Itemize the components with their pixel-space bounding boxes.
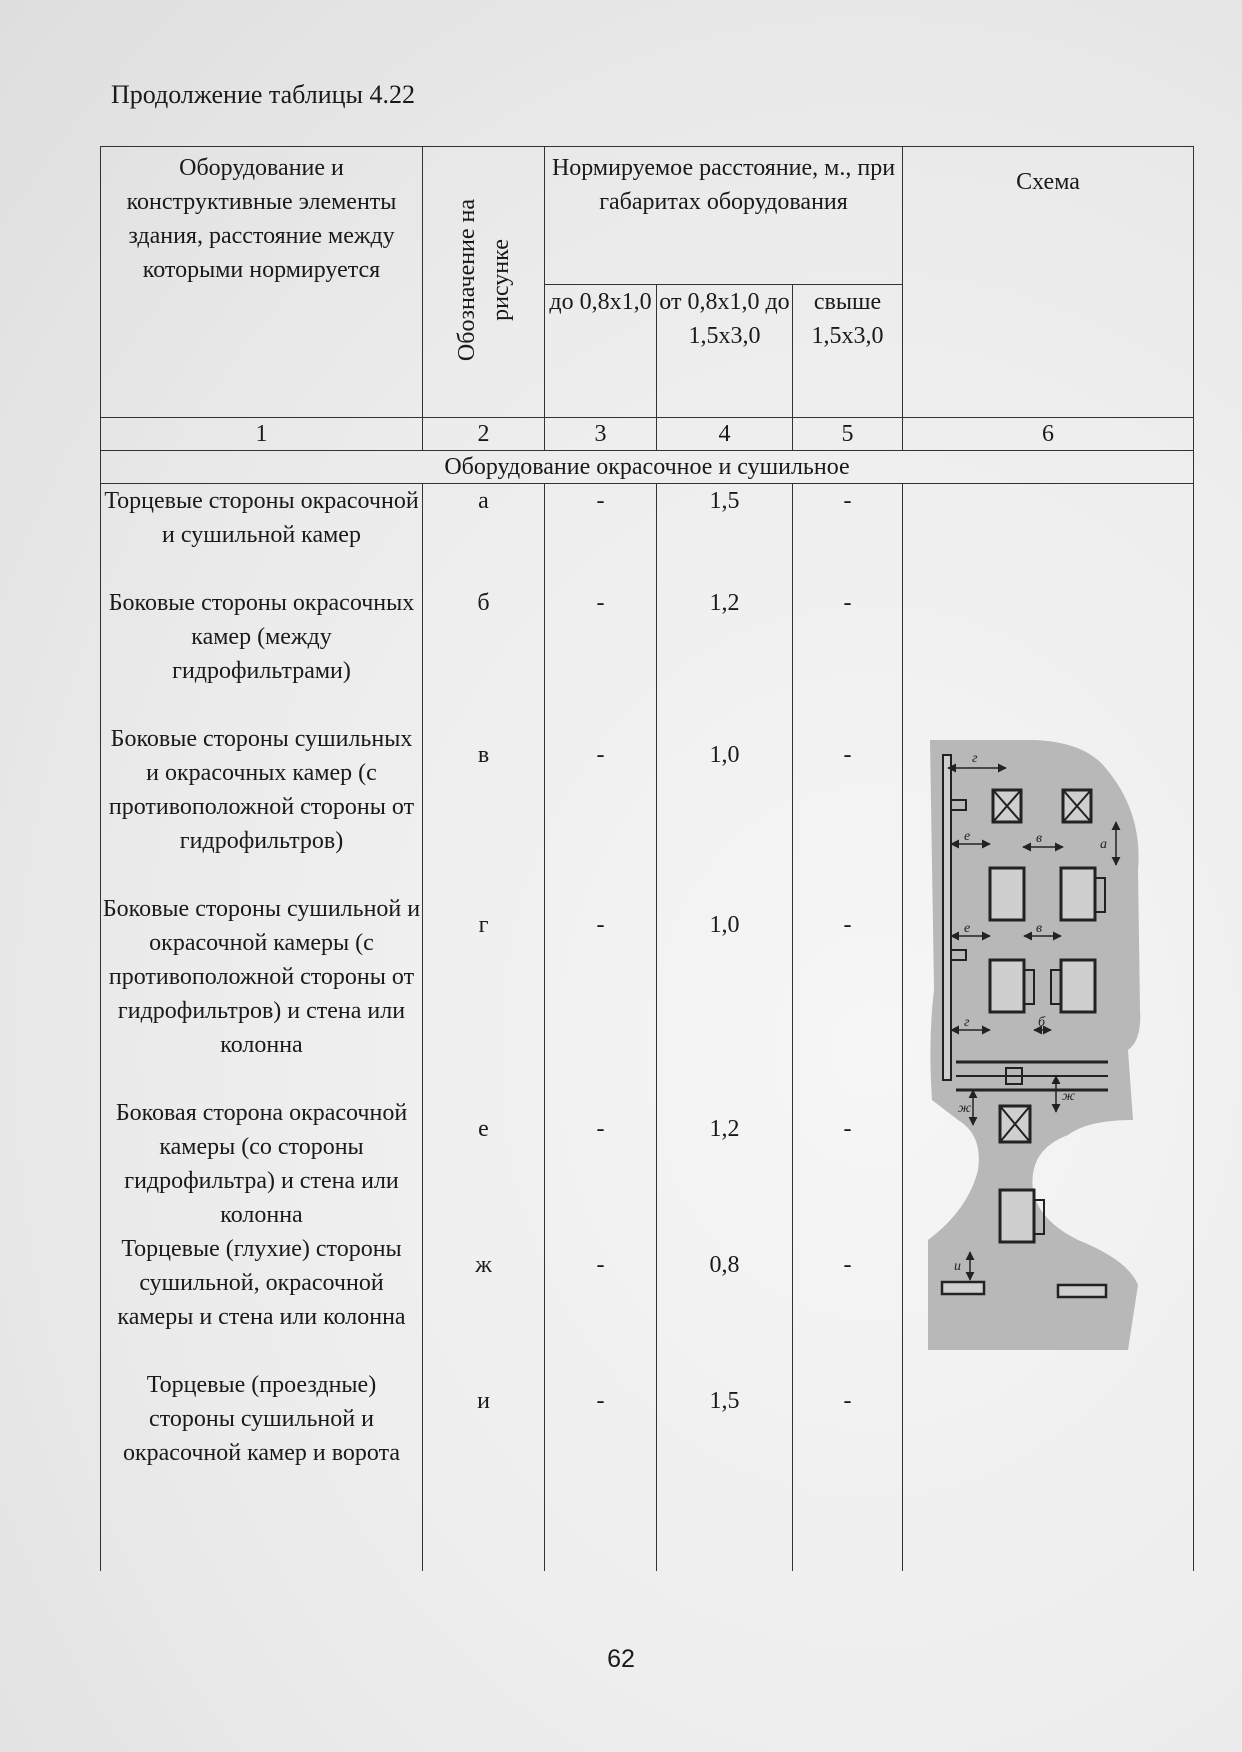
header-group: Нормируемое расстояние, м., при габаритах оборудования — [545, 147, 903, 285]
row-text: Боковые стороны окрасочных камер (между гидрофильтрами) — [108, 590, 415, 684]
row-value-c4: 1,0 — [709, 742, 740, 768]
header-col4: от 0,8х1,0 до 1,5х3,0 — [657, 284, 793, 417]
row-mark: е — [478, 1116, 489, 1142]
scheme-label-v: в — [1036, 831, 1043, 846]
scheme-label-g: г — [972, 751, 978, 766]
header-col2-text — [450, 199, 518, 361]
header-col6: Схема — [903, 147, 1194, 418]
page-number: 62 — [607, 1645, 635, 1673]
header-col1: Оборудование и конструктивные элементы здания, расстояние между которыми нормируется — [101, 147, 423, 418]
row-value-c3: - — [596, 1116, 605, 1142]
row-text: Торцевые (глухие) стороны сушильной, окрасочной камеры и стена или колонна — [117, 1236, 406, 1330]
chamber — [1061, 868, 1095, 920]
scheme-label-v: в — [1036, 921, 1043, 936]
row-mark: ж — [475, 1252, 492, 1278]
chamber — [990, 868, 1024, 920]
scheme-label-e: е — [964, 921, 971, 936]
row-value-c4: 1,5 — [709, 488, 740, 514]
scheme-label-zh: ж — [1062, 1089, 1076, 1104]
col-number-6: 6 — [903, 418, 1194, 451]
row-value-c5: - — [843, 590, 852, 616]
header-col2-line1: Обозначение на — [453, 198, 480, 362]
row-value-c4: 1,5 — [709, 1388, 740, 1414]
row-mark: а — [478, 488, 489, 514]
row-mark: г — [478, 912, 489, 938]
row-text: Боковые стороны сушильных и окрасочных камер (с противоположной стороны от гидрофильтров) — [108, 726, 415, 854]
row-text: Боковые стороны сушильной и окрасочной камеры (с противоположной стороны от гидрофильтров) и стена или колонна — [102, 896, 421, 1058]
row-value-c5: - — [843, 1116, 852, 1142]
col-number-3: 3 — [545, 418, 657, 451]
scheme-label-b: б — [1038, 1015, 1046, 1030]
row-value-c3: - — [596, 1252, 605, 1278]
body-col3 — [545, 484, 657, 1572]
row-value-c3: - — [596, 590, 605, 616]
scheme-label-g: г — [964, 1015, 970, 1030]
header-col5: свыше 1,5х3,0 — [793, 284, 903, 417]
row-value-c3: - — [596, 742, 605, 768]
row-value-c5: - — [843, 1388, 852, 1414]
gate — [1058, 1285, 1106, 1297]
row-mark: б — [477, 590, 490, 616]
col-number-1: 1 — [101, 418, 423, 451]
col-number-5: 5 — [793, 418, 903, 451]
row-value-c5: - — [843, 912, 852, 938]
row-value-c5: - — [843, 742, 852, 768]
header-col3: до 0,8х1,0 — [545, 284, 657, 417]
scheme-label-i: и — [954, 1259, 961, 1274]
row-text: Боковая сторона окрасочной камеры (со стороны гидрофильтра) и стена или колонна — [115, 1100, 408, 1228]
row-mark: и — [477, 1388, 490, 1414]
row-value-c4: 0,8 — [709, 1252, 740, 1278]
row-mark: в — [477, 742, 490, 768]
header-col2-line2: рисунке — [487, 239, 514, 321]
gate — [942, 1282, 984, 1294]
chamber — [1061, 960, 1095, 1012]
row-text: Торцевые стороны окрасочной и сушильной камер — [104, 488, 419, 548]
col-number-2: 2 — [423, 418, 545, 451]
body-col5 — [793, 484, 903, 1572]
body-col1 — [101, 484, 423, 1572]
row-value-c5: - — [843, 488, 852, 514]
table-caption: Продолжение таблицы 4.22 — [111, 80, 415, 109]
row-value-c4: 1,2 — [709, 1116, 740, 1142]
layout-scheme — [928, 740, 1143, 1350]
wall-line — [943, 755, 951, 1080]
body-col2 — [423, 484, 545, 1572]
section-title: Оборудование окрасочное и сушильное — [101, 451, 1194, 484]
row-value-c3: - — [596, 1388, 605, 1414]
row-value-c4: 1,2 — [709, 590, 740, 616]
row-text: Торцевые (проездные) стороны сушильной и окрасочной камер и ворота — [122, 1372, 401, 1466]
header-col2 — [423, 147, 545, 418]
chamber — [990, 960, 1024, 1012]
col-number-4: 4 — [657, 418, 793, 451]
row-value-c3: - — [596, 912, 605, 938]
row-value-c5: - — [843, 1252, 852, 1278]
scheme-label-zh: ж — [958, 1101, 972, 1116]
chamber — [1000, 1190, 1034, 1242]
row-value-c4: 1,0 — [709, 912, 740, 938]
row-value-c3: - — [596, 488, 605, 514]
scheme-label-e: е — [964, 829, 971, 844]
scheme-label-a: а — [1100, 837, 1107, 852]
body-col4 — [657, 484, 793, 1572]
